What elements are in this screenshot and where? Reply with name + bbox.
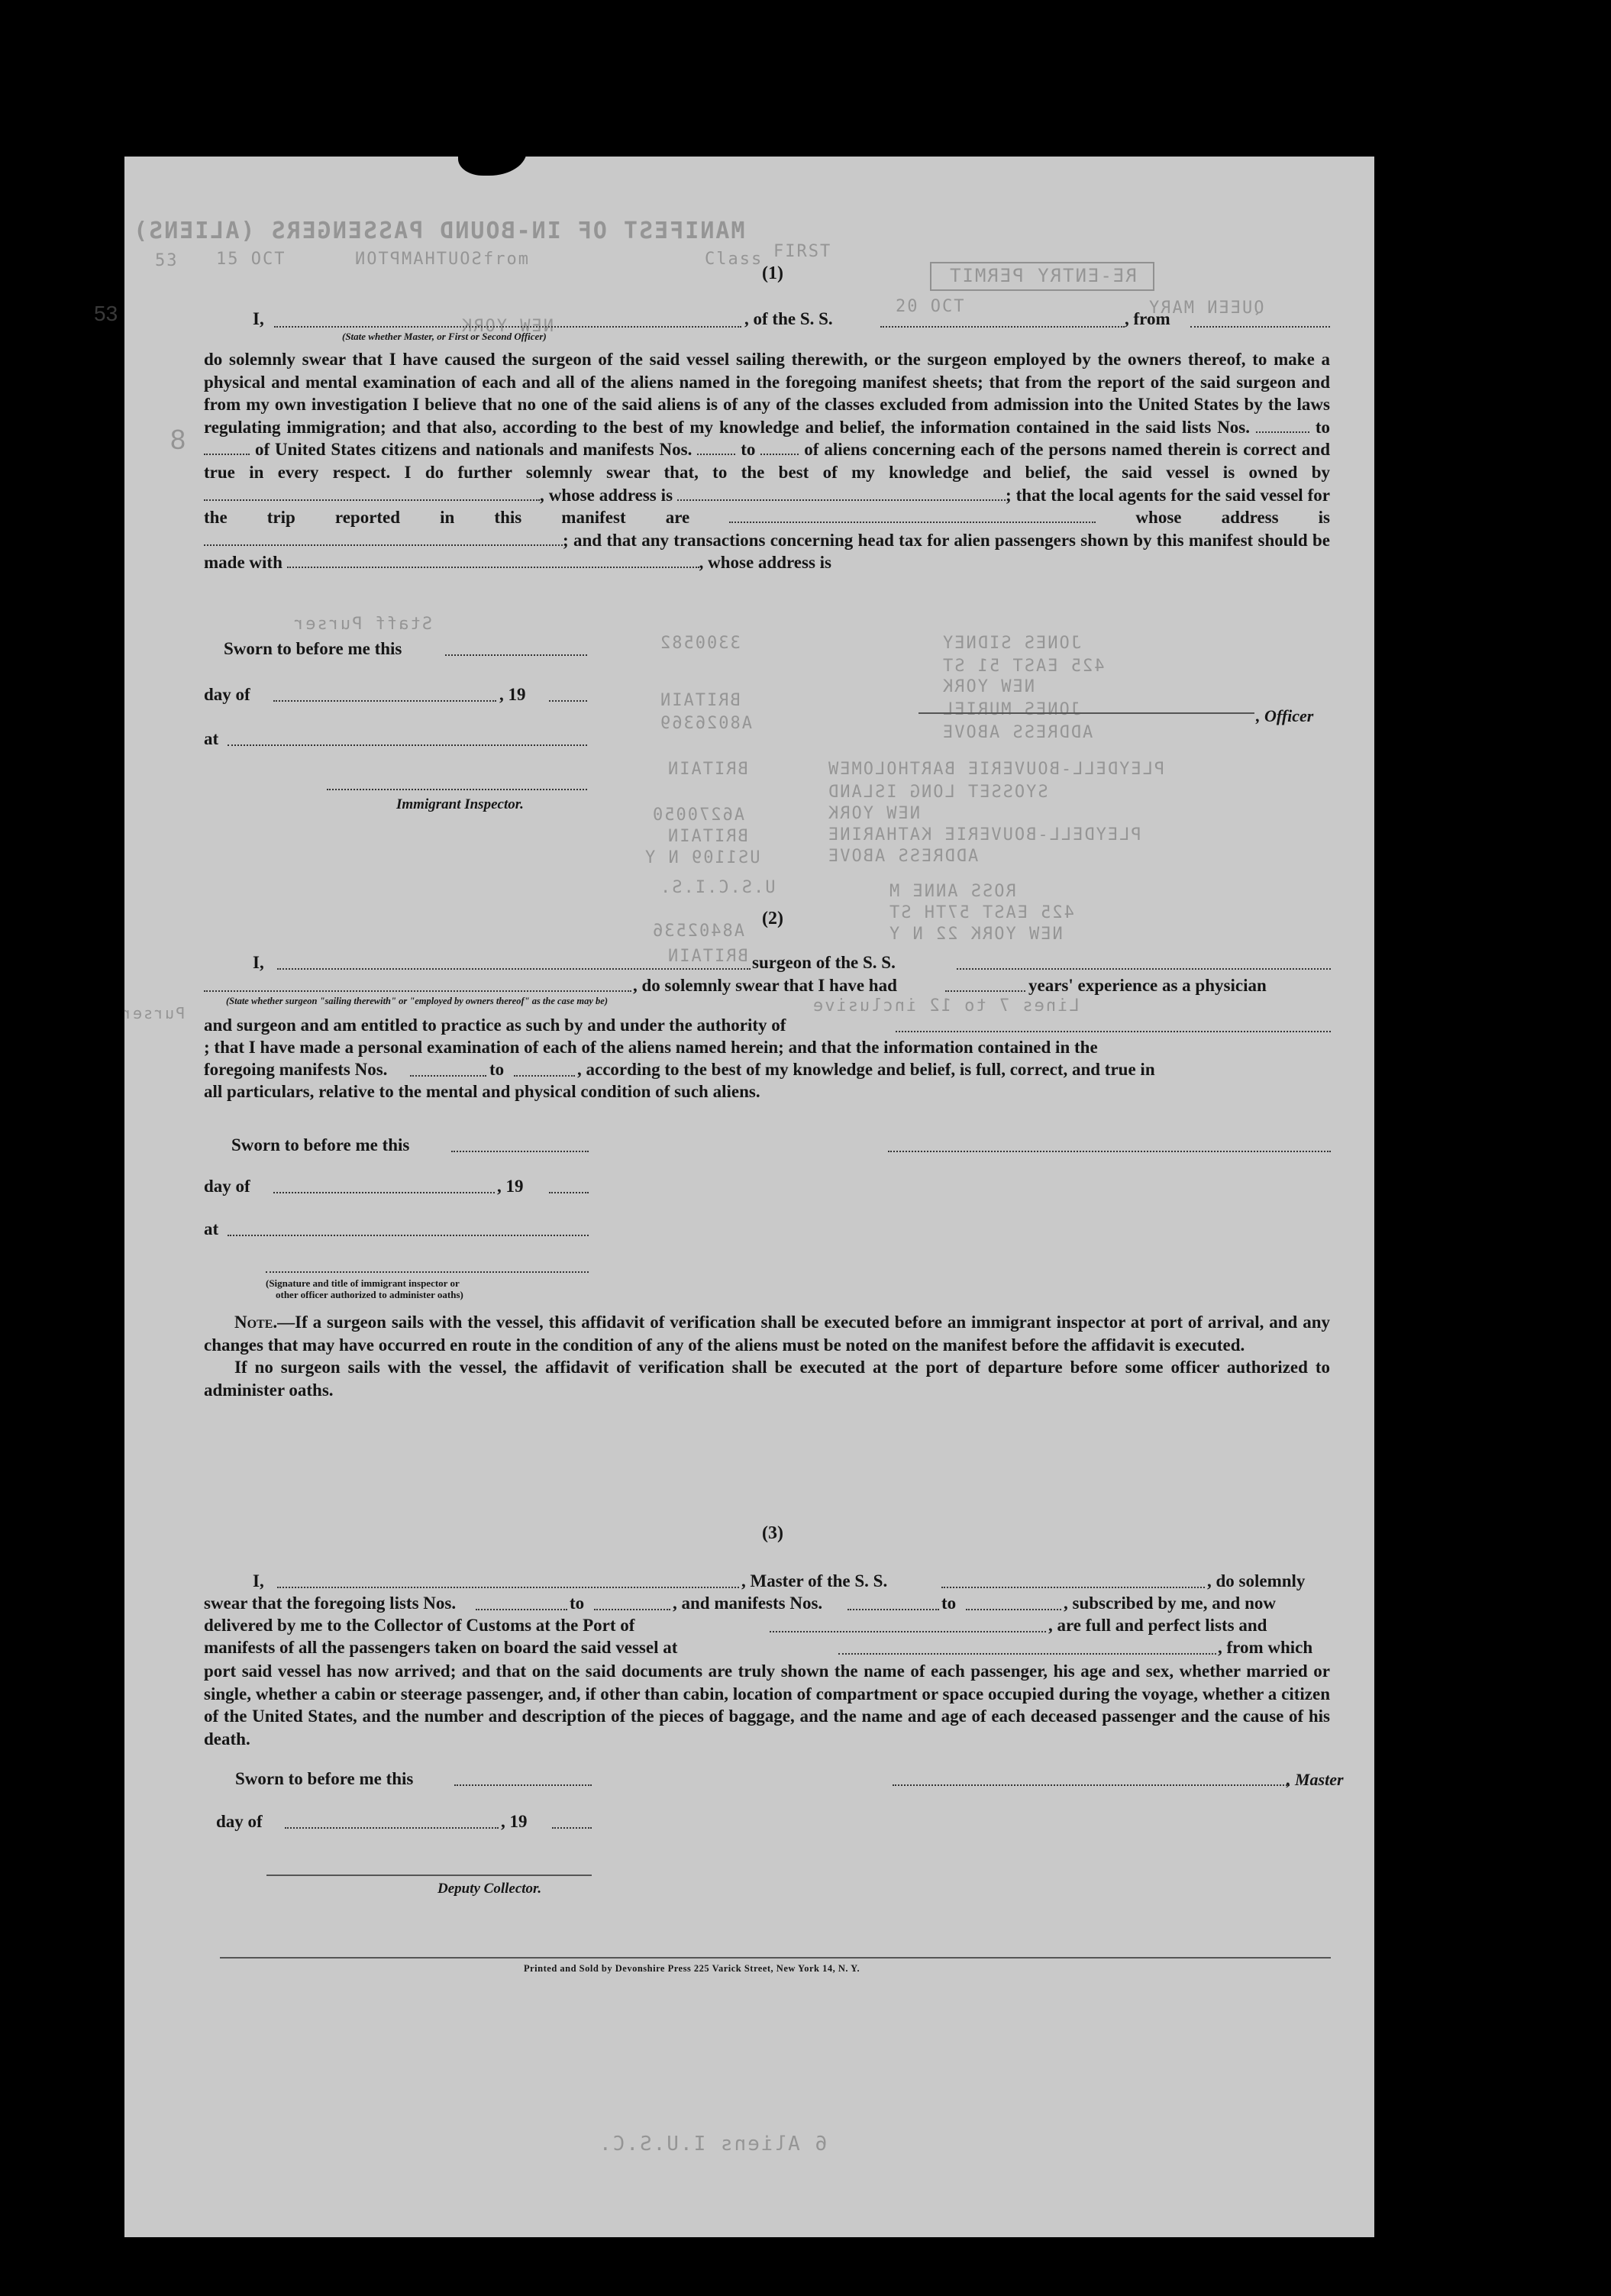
bleed-c6: BRITAIN xyxy=(667,827,748,846)
section3-master: , Master xyxy=(1287,1770,1344,1789)
section3-deputy-line xyxy=(266,1875,592,1876)
section3-manifests-to-field xyxy=(966,1609,1061,1610)
bleed-b7: SYOSSET LONG ISLAND xyxy=(827,783,1048,802)
header-class-label: Class xyxy=(705,250,764,269)
section1-from: , from xyxy=(1125,309,1170,328)
section3-master-ss: , Master of the S. S. xyxy=(741,1571,888,1590)
punch-hole xyxy=(1392,182,1441,231)
section3-sworn: Sworn to before me this xyxy=(235,1769,414,1788)
bleed-c9: A8402536 xyxy=(651,922,744,941)
section2-sig-caption-1: (Signature and title of immigrant inspector or xyxy=(266,1277,460,1289)
side-number-8: 8 xyxy=(170,424,186,455)
section2-caption: (State whether surgeon "sailing therewith" or "employed by owners thereof" as the case may be) xyxy=(226,996,608,1006)
section2-lines-note: Lines 7 to 12 inclusive xyxy=(812,996,1080,1016)
section3-paragraph: port said vessel has now arrived; and that on the said documents are truly shown the name of each passenger, his age and sex, whether married or single, whether a cabin or steerage passenger, and, if other than cabin, location of compartment or space occupied during the voyage, whether a citizen of the United States, and the number and description of the pieces of baggage, and the name and age of each deceased passenger and the cause of his death. xyxy=(204,1661,1330,1749)
section1-to1: to xyxy=(1315,417,1331,437)
left-margin-purser: Purser xyxy=(121,1004,186,1022)
section3-lists-to-field xyxy=(594,1609,670,1610)
section3-ship-field xyxy=(941,1587,1205,1588)
section3-day-field xyxy=(285,1827,499,1829)
section1-day-of: day of xyxy=(204,685,250,704)
section2-day-field xyxy=(273,1192,495,1193)
section1-cont3: that the local agents for the said vessel for the trip reported in this manifest are xyxy=(204,485,1331,528)
note-text-2: If no surgeon sails with the vessel, the affidavit of verification shall be executed at the port of departure before some officer authorized to administer oaths. xyxy=(204,1358,1330,1400)
section2-line5c: , according to the best of my knowledge and belief, is full, correct, and true in xyxy=(577,1060,1155,1079)
from-field xyxy=(1190,326,1330,328)
section1-whose3: , whose address is xyxy=(699,553,832,573)
section2-19: , 19 xyxy=(497,1177,524,1196)
bleed-c8: U.S.C.I.S. xyxy=(659,878,776,897)
bleed-b2: 425 EAST 51 ST xyxy=(941,657,1105,676)
punch-hole xyxy=(1393,794,1442,843)
section3-line2d: to xyxy=(941,1594,957,1613)
section1-cont2: of aliens concerning each of the persons named therein is correct and true in every respect. I do further solemnly swear that, to the best of my knowledge and belief, the said vessel is owned by xyxy=(204,440,1330,482)
section2-sworn: Sworn to before me this xyxy=(231,1135,410,1154)
header-title-bleed: MANIFEST OF IN-BOUND PASSENGERS (ALIENS) xyxy=(132,218,745,244)
note-text: —If a surgeon sails with the vessel, this affidavit of verification shall be executed before an immigrant inspector at port of arrival, and any changes that may have occurred en route in the condition of any of the aliens must be noted on the manifest before the affidavit is executed. xyxy=(204,1313,1330,1355)
section2-ship-field xyxy=(957,968,1331,970)
section3-line2b: to xyxy=(570,1594,585,1613)
section2-at-field xyxy=(228,1235,589,1236)
section2-sworn-field xyxy=(451,1151,589,1152)
section3-manifests-field xyxy=(847,1609,939,1610)
section2-surgeon-ss: surgeon of the S. S. xyxy=(752,953,896,972)
section1-inspector-line xyxy=(327,789,587,790)
bleed-c10: BRITAIN xyxy=(667,947,748,966)
punch-hole xyxy=(1393,676,1442,725)
section3-line4a: manifests of all the passengers taken on board the said vessel at xyxy=(204,1638,678,1657)
printer-imprint: Printed and Sold by Devonshire Press 225 Varick Street, New York 14, N. Y. xyxy=(524,1963,860,1974)
section3-port-field xyxy=(770,1631,1046,1632)
note-label: Note. xyxy=(234,1313,278,1332)
section3-line2a: swear that the foregoing lists Nos. xyxy=(204,1594,457,1613)
master-name-field xyxy=(277,1587,739,1588)
header-from-label: from xyxy=(483,250,530,269)
section3-i: I, xyxy=(253,1571,264,1590)
section1-whose1: , whose address is xyxy=(540,485,673,505)
section1-at: at xyxy=(204,729,219,748)
bleed-b9: PLEYDELL-BOUVERIE KATHARINE xyxy=(827,825,1141,844)
header-class-value: FIRST xyxy=(773,242,832,261)
section1-of-ss: , of the S. S. xyxy=(744,309,833,328)
section2-day-of: day of xyxy=(204,1177,250,1196)
section2-line6: all particulars, relative to the mental and physical condition of such aliens. xyxy=(204,1082,760,1101)
bleed-b12: 425 EAST 57TH ST xyxy=(888,903,1074,922)
section2-line4: ; that I have made a personal examination of each of the aliens named herein; and that the information contained in the xyxy=(204,1038,1098,1057)
section1-to2: to xyxy=(741,440,756,460)
punch-hole xyxy=(1393,1966,1442,2015)
section3-sworn-field xyxy=(454,1784,592,1786)
ship-field xyxy=(880,326,1125,328)
section3-year-field xyxy=(552,1827,592,1829)
section2-i: I, xyxy=(253,953,264,972)
section2-swear: , do solemnly swear that I have had xyxy=(633,976,897,995)
section2-surgeon-type-field xyxy=(204,990,631,992)
bottom-aliens-stamp: 6 Aliens I.U.S.C. xyxy=(598,2133,828,2156)
section3-deputy: Deputy Collector. xyxy=(437,1881,542,1897)
manifest-page xyxy=(94,157,1374,2237)
bleed-b3: NEW YORK xyxy=(941,677,1035,696)
officer-signature: Staff Purser xyxy=(292,615,432,634)
section2-years-field xyxy=(945,990,1025,992)
bleed-c2: BRITAIN xyxy=(659,691,741,710)
bleed-b4: JONES MURIEL xyxy=(941,700,1081,719)
section2-to-field xyxy=(514,1075,575,1077)
section2-line5a: foregoing manifests Nos. xyxy=(204,1060,388,1079)
bleed-b5: ADDRESS ABOVE xyxy=(941,723,1093,742)
section1-i: I, xyxy=(253,309,264,328)
reentry-permit-text: RE-ENTRY PERMIT xyxy=(948,265,1137,286)
bleed-b1: JONES SIDNEY xyxy=(941,634,1081,653)
section1-sworn: Sworn to before me this xyxy=(224,639,402,658)
header-date-value: 15 OCT xyxy=(216,250,286,269)
section1-cont1: of United States citizens and nationals and manifests Nos. xyxy=(254,440,693,460)
section1-day-field xyxy=(273,700,496,702)
section2-line3: and surgeon and am entitled to practice as such by and under the authority of xyxy=(204,1016,786,1035)
section1-sworn-field xyxy=(445,654,587,656)
ship-name-bleed: QUEEN MARY xyxy=(1148,299,1264,318)
section3-line4b: , from which xyxy=(1218,1638,1313,1657)
section3-line3b: , are full and perfect lists and xyxy=(1048,1616,1267,1635)
section1-19: , 19 xyxy=(499,685,526,704)
section-3-number: (3) xyxy=(762,1523,783,1543)
date-stamp-1: 20 OCT xyxy=(896,297,966,316)
section3-lists-field xyxy=(476,1609,567,1610)
section2-sig-field xyxy=(888,1151,1331,1152)
officer-name-field xyxy=(274,326,741,328)
surgeon-name-field xyxy=(277,968,751,970)
bleed-c3: A8026369 xyxy=(659,714,752,733)
section3-line3a: delivered by me to the Collector of Customs at the Port of xyxy=(204,1616,635,1635)
section3-day-of: day of xyxy=(216,1812,263,1831)
bleed-c5: A6270050 xyxy=(651,806,744,825)
bleed-c4: BRITAIN xyxy=(667,760,748,779)
section1-at-field xyxy=(228,744,587,746)
section3-master-sig-field xyxy=(893,1784,1290,1786)
bleed-b10: ADDRESS ABOVE xyxy=(827,847,979,866)
bleed-b13: NEW YORK 22 N Y xyxy=(888,925,1063,944)
port-bleed: NEW YORK xyxy=(460,317,554,336)
reentry-permit-stamp xyxy=(930,262,1154,291)
section2-at: at xyxy=(204,1219,219,1238)
bleed-b6: PLEYDELL-BOUVERIE BARTHOLOMEW xyxy=(827,760,1165,779)
footer-rule xyxy=(220,1957,1331,1959)
punch-hole xyxy=(1393,345,1442,394)
section1-year-field xyxy=(549,700,587,702)
section3-solemnly: , do solemnly xyxy=(1207,1571,1306,1590)
section2-year-field xyxy=(549,1192,589,1193)
section2-years: years' experience as a physician xyxy=(1028,976,1267,995)
section2-note xyxy=(204,1311,1330,1401)
bleed-b8: NEW YORK xyxy=(827,804,920,823)
section-2-number: (2) xyxy=(762,909,783,928)
side-number-53: 53 xyxy=(94,302,118,325)
punch-hole xyxy=(1393,1132,1442,1180)
section3-19: , 19 xyxy=(501,1812,528,1831)
bleed-c7: US1109 N Y xyxy=(644,848,760,867)
section1-inspector: Immigrant Inspector. xyxy=(396,796,524,812)
bleed-c1: 3300582 xyxy=(659,634,741,653)
section-1-number: (1) xyxy=(762,263,783,283)
bleed-b11: ROSS ANNE M xyxy=(888,882,1016,901)
section1-caption: (State whether Master, or First or Second Officer) xyxy=(342,331,547,342)
punch-hole xyxy=(1393,1462,1442,1511)
section1-whose2: whose address is xyxy=(1135,508,1330,528)
section2-nos-field xyxy=(410,1075,486,1077)
header-from-value: SOUTHAMPTON xyxy=(354,250,482,269)
section1-officer: , Officer xyxy=(1256,706,1314,725)
section1-paragraph: do solemnly swear that I have caused the surgeon of the said vessel sailing therewith, or the surgeon employed by the owners thereof, to make a physical and mental examination of each and all of the aliens named in the foregoing manifest sheets; that from the report of the said surgeon and from my own investigation I believe that no one of the said aliens is of any of the classes excluded from admission into the United States by the laws regulating immigration; and that also, according to the best of my knowledge and belief, the information contained in the said lists Nos. to of United States citizens and nationals and manifests Nos. to of aliens concerning each of the persons named therein is correct and true in every respect. I do further solemnly swear that, to the best of my knowledge and belief, the said vessel is owned by , whose address is ; that the local agents for the said vessel for the trip reported in this manifest are whose address is ; and that any transactions concerning head tax for alien passengers shown by this manifest should be made with , whose address is xyxy=(204,350,1331,573)
section1-cont4: ; and that any transactions concerning head tax for alien passengers shown by this manifest should be made with xyxy=(204,530,1330,573)
header-year-value: 53 xyxy=(155,251,179,270)
section3-embark-field xyxy=(838,1653,1216,1655)
section2-sig-line xyxy=(266,1271,589,1273)
section1-paragraph-text: do solemnly swear that I have caused the surgeon of the said vessel sailing therewith, or the surgeon employed by the owners thereof, to make a physical and mental examination of each and all of the aliens named in the foregoing manifest sheets; that from the report of the said surgeon and from my own investigation I believe that no one of the said aliens is of any of the classes excluded from admission into the United States by the laws regulating immigration; and that also, according to the best of my knowledge and belief, the information contained in the said lists Nos. xyxy=(204,350,1330,437)
section2-sig-caption-2: other officer authorized to administer oaths) xyxy=(276,1289,463,1300)
section2-line5b: to xyxy=(489,1060,505,1079)
section3-line2c: , and manifests Nos. xyxy=(673,1594,823,1613)
section1-officer-line xyxy=(918,712,1254,714)
section3-line2e: , subscribed by me, and now xyxy=(1064,1594,1276,1613)
section2-authority-field xyxy=(896,1031,1331,1032)
